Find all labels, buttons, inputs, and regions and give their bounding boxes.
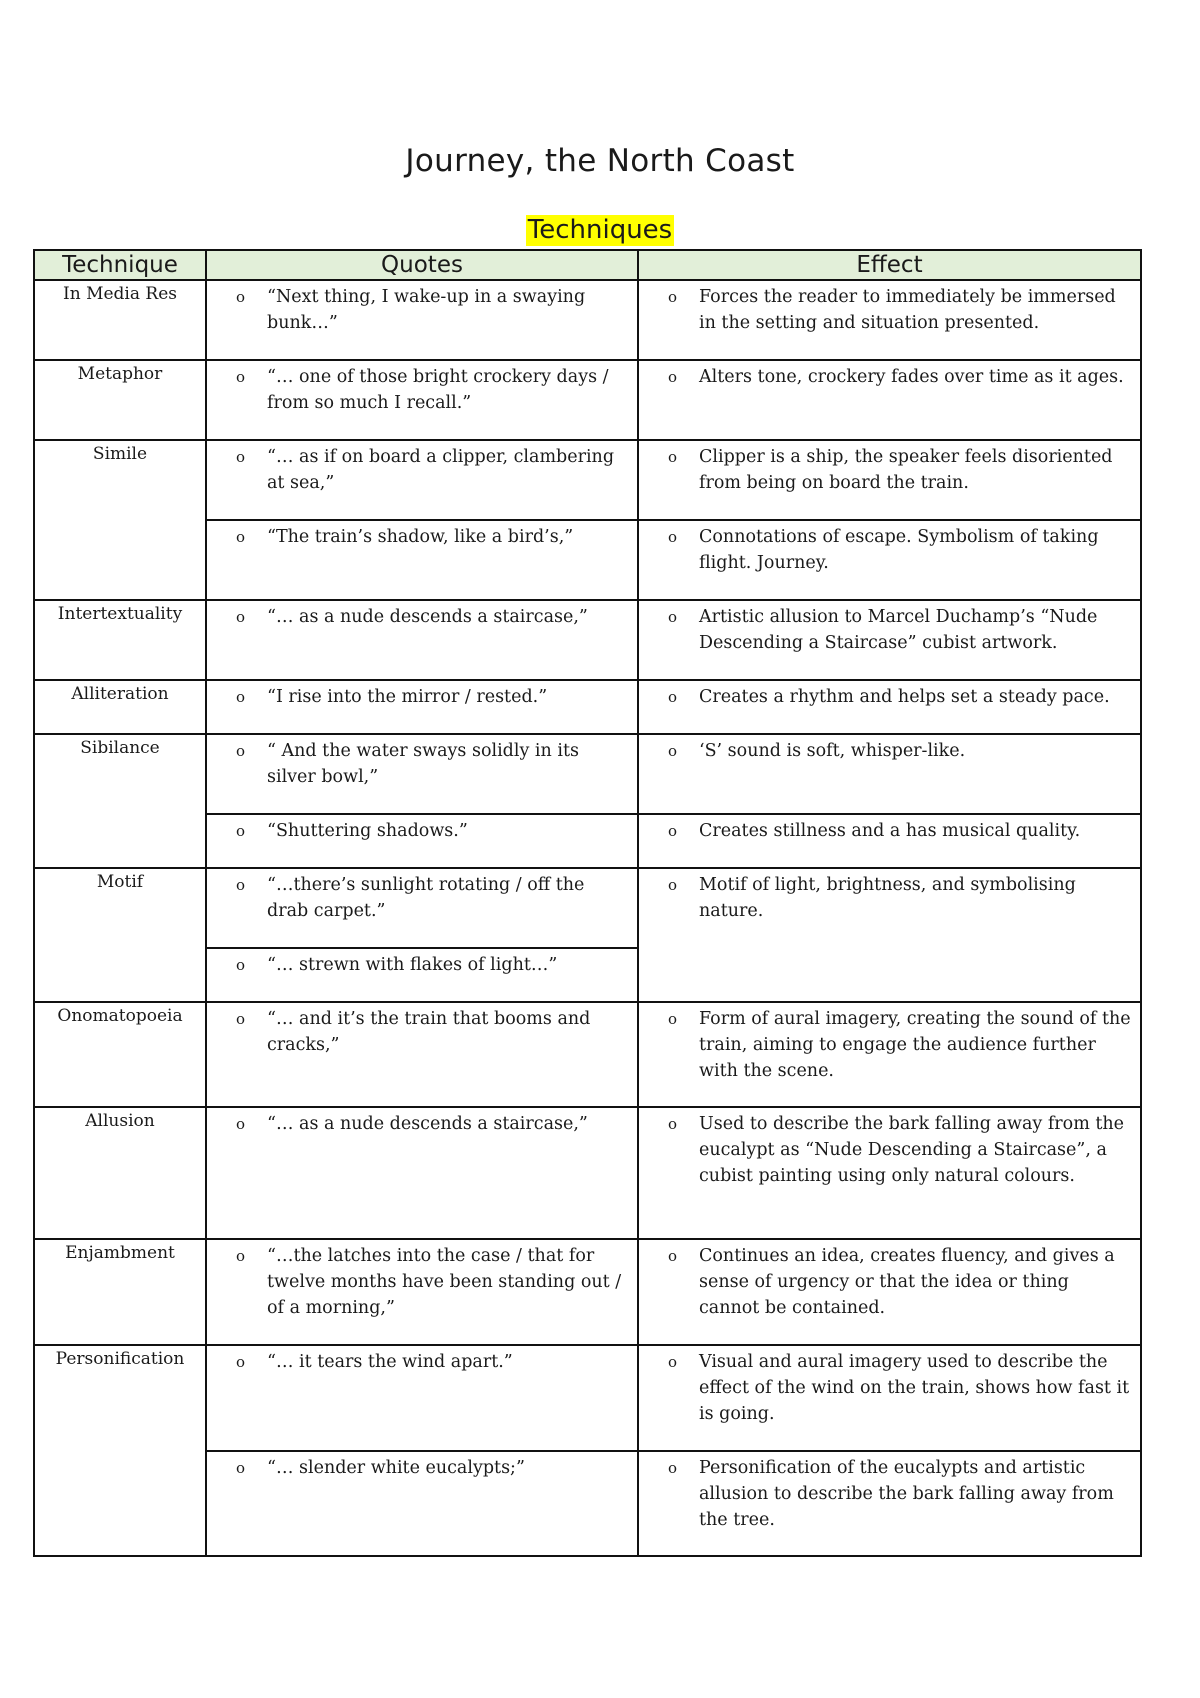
table-row bbox=[34, 1107, 1141, 1239]
bullet-icon: o bbox=[667, 288, 677, 306]
effect-cell bbox=[638, 1451, 1141, 1556]
subtitle-wrapper bbox=[0, 215, 1200, 246]
bullet-icon: o bbox=[667, 822, 677, 840]
effect-text: Creates a rhythm and helps set a steady pace. bbox=[699, 687, 1110, 707]
quote-text: “… and it’s the train that booms and cracks,” bbox=[267, 1009, 591, 1055]
technique-cell: Metaphor bbox=[34, 360, 206, 440]
technique-cell: Intertextuality bbox=[34, 600, 206, 680]
table-row bbox=[34, 734, 1141, 814]
techniques-table bbox=[33, 249, 1142, 1557]
quote-cell bbox=[206, 1239, 638, 1345]
bullet-icon: o bbox=[235, 742, 245, 760]
bullet-icon: o bbox=[235, 688, 245, 706]
bullet-icon: o bbox=[235, 1115, 245, 1133]
effect-cell bbox=[638, 1002, 1141, 1107]
quote-cell bbox=[206, 948, 638, 1002]
effect-text: Creates stillness and a has musical quality. bbox=[699, 821, 1081, 841]
bullet-icon: o bbox=[667, 1010, 677, 1028]
effect-cell bbox=[638, 520, 1141, 600]
technique-cell: In Media Res bbox=[34, 280, 206, 360]
quote-text: “Next thing, I wake-up in a swaying bunk…” bbox=[267, 287, 586, 333]
quote-cell bbox=[206, 814, 638, 868]
effect-cell bbox=[638, 1107, 1141, 1239]
bullet-icon: o bbox=[235, 822, 245, 840]
quote-text: “…there’s sunlight rotating / off the drab carpet.” bbox=[267, 875, 585, 921]
header-technique: Technique bbox=[34, 250, 206, 280]
effect-text: Artistic allusion to Marcel Duchamp’s “Nude Descending a Staircase” cubist artwork. bbox=[699, 607, 1098, 653]
quote-cell bbox=[206, 1345, 638, 1451]
effect-cell bbox=[638, 1239, 1141, 1345]
table-row bbox=[34, 440, 1141, 520]
quote-text: “… slender white eucalypts;” bbox=[267, 1458, 525, 1478]
bullet-icon: o bbox=[235, 956, 245, 974]
effect-cell bbox=[638, 440, 1141, 520]
effect-text: Continues an idea, creates fluency, and gives a sense of urgency or that the idea or thing cannot be contained. bbox=[699, 1246, 1115, 1318]
page-title: Journey, the North Coast bbox=[405, 143, 795, 179]
bullet-icon: o bbox=[235, 1353, 245, 1371]
technique-cell: Alliteration bbox=[34, 680, 206, 734]
effect-cell bbox=[638, 280, 1141, 360]
bullet-icon: o bbox=[667, 528, 677, 546]
effect-text: Clipper is a ship, the speaker feels disoriented from being on board the train. bbox=[699, 447, 1113, 493]
quote-text: “I rise into the mirror / rested.” bbox=[267, 687, 548, 707]
effect-cell bbox=[638, 680, 1141, 734]
bullet-icon: o bbox=[667, 1247, 677, 1265]
bullet-icon: o bbox=[667, 742, 677, 760]
table-row bbox=[34, 868, 1141, 948]
bullet-icon: o bbox=[235, 528, 245, 546]
techniques-heading: Techniques bbox=[527, 215, 673, 245]
technique-cell: Enjambment bbox=[34, 1239, 206, 1345]
bullet-icon: o bbox=[235, 608, 245, 626]
table-row bbox=[34, 680, 1141, 734]
bullet-icon: o bbox=[235, 1247, 245, 1265]
bullet-icon: o bbox=[667, 608, 677, 626]
quote-text: “… it tears the wind apart.” bbox=[267, 1352, 513, 1372]
bullet-icon: o bbox=[667, 1353, 677, 1371]
bullet-icon: o bbox=[235, 288, 245, 306]
bullet-icon: o bbox=[235, 1010, 245, 1028]
bullet-icon: o bbox=[667, 1459, 677, 1477]
header-quotes: Quotes bbox=[206, 250, 638, 280]
effect-cell bbox=[638, 1345, 1141, 1451]
effect-text: Form of aural imagery, creating the sound of the train, aiming to engage the audience further with the scene. bbox=[699, 1009, 1131, 1081]
quote-cell bbox=[206, 680, 638, 734]
effect-text: Motif of light, brightness, and symbolising nature. bbox=[699, 875, 1076, 921]
bullet-icon: o bbox=[235, 1459, 245, 1477]
technique-cell: Allusion bbox=[34, 1107, 206, 1239]
bullet-icon: o bbox=[667, 1115, 677, 1133]
quote-text: “ And the water sways solidly in its silver bowl,” bbox=[267, 741, 579, 787]
quote-cell bbox=[206, 360, 638, 440]
quote-text: “… as a nude descends a staircase,” bbox=[267, 1114, 588, 1134]
technique-cell: Personification bbox=[34, 1345, 206, 1556]
effect-cell bbox=[638, 814, 1141, 868]
effect-text: Personification of the eucalypts and artistic allusion to describe the bark falling away from the tree. bbox=[699, 1458, 1114, 1530]
bullet-icon: o bbox=[235, 448, 245, 466]
quote-cell bbox=[206, 1451, 638, 1556]
effect-text: Alters tone, crockery fades over time as it ages. bbox=[699, 367, 1124, 387]
quote-cell bbox=[206, 280, 638, 360]
header-row bbox=[34, 250, 1141, 280]
quote-text: “… strewn with flakes of light…” bbox=[267, 955, 558, 975]
table-row bbox=[34, 600, 1141, 680]
bullet-icon: o bbox=[667, 448, 677, 466]
quote-cell bbox=[206, 1002, 638, 1107]
quote-cell bbox=[206, 734, 638, 814]
quote-cell bbox=[206, 1107, 638, 1239]
effect-text: Used to describe the bark falling away from the eucalypt as “Nude Descending a Staircase”, a cubist painting using only natural colours. bbox=[699, 1114, 1125, 1186]
technique-cell: Onomatopoeia bbox=[34, 1002, 206, 1107]
table-row bbox=[34, 1345, 1141, 1451]
technique-cell: Sibilance bbox=[34, 734, 206, 868]
quote-cell bbox=[206, 440, 638, 520]
bullet-icon: o bbox=[235, 368, 245, 386]
quote-text: “… as a nude descends a staircase,” bbox=[267, 607, 588, 627]
effect-cell bbox=[638, 868, 1141, 1002]
header-effect: Effect bbox=[638, 250, 1141, 280]
technique-cell: Motif bbox=[34, 868, 206, 1002]
quote-text: “… one of those bright crockery days / from so much I recall.” bbox=[267, 367, 609, 413]
bullet-icon: o bbox=[667, 368, 677, 386]
effect-text: Visual and aural imagery used to describe the effect of the wind on the train, shows how fast it is going. bbox=[699, 1352, 1130, 1424]
effect-cell bbox=[638, 600, 1141, 680]
effect-text: Forces the reader to immediately be immersed in the setting and situation presented. bbox=[699, 287, 1116, 333]
quote-text: “The train’s shadow, like a bird’s,” bbox=[267, 527, 574, 547]
bullet-icon: o bbox=[667, 876, 677, 894]
effect-text: ‘S’ sound is soft, whisper-like. bbox=[699, 741, 966, 761]
quote-cell bbox=[206, 868, 638, 948]
quote-text: “…the latches into the case / that for twelve months have been standing out / of a morning,” bbox=[267, 1246, 622, 1318]
quote-cell bbox=[206, 520, 638, 600]
quote-cell bbox=[206, 600, 638, 680]
effect-cell bbox=[638, 734, 1141, 814]
quote-text: “… as if on board a clipper, clambering at sea,” bbox=[267, 447, 615, 493]
table-row bbox=[34, 1002, 1141, 1107]
table-row bbox=[34, 360, 1141, 440]
table-row bbox=[34, 280, 1141, 360]
bullet-icon: o bbox=[667, 688, 677, 706]
bullet-icon: o bbox=[235, 876, 245, 894]
table-row bbox=[34, 1239, 1141, 1345]
quote-text: “Shuttering shadows.” bbox=[267, 821, 468, 841]
effect-cell bbox=[638, 360, 1141, 440]
effect-text: Connotations of escape. Symbolism of taking flight. Journey. bbox=[699, 527, 1099, 573]
technique-cell: Simile bbox=[34, 440, 206, 600]
